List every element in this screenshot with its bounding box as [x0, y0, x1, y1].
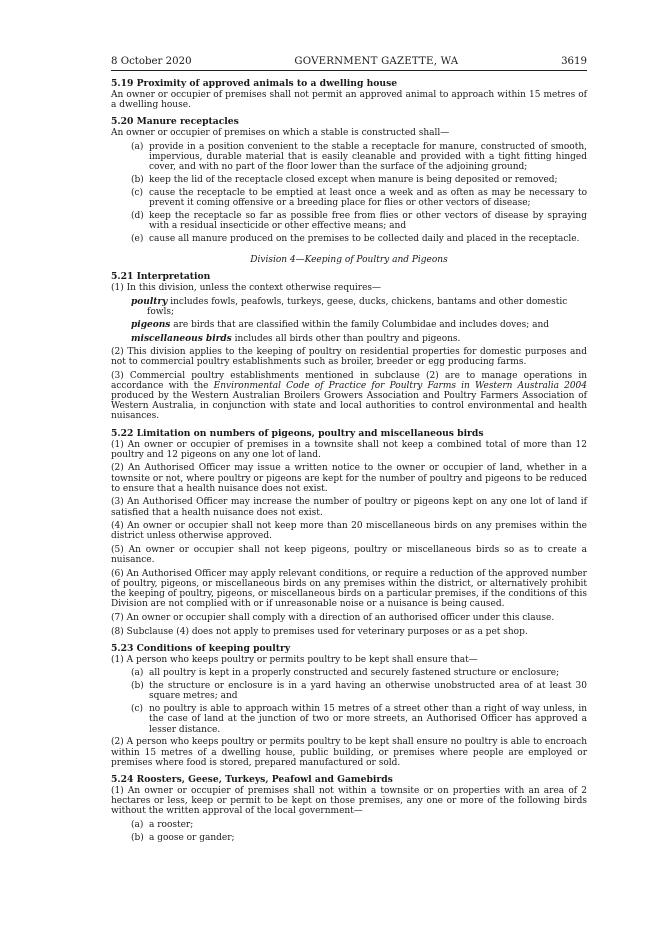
definition-miscellaneous-birds: miscellaneous birds includes all birds other than poultry and pigeons. — [131, 333, 461, 344]
paragraph-5-23-2: (2) A person who keeps poultry or permits poultry to be kept shall ensure no poultry is able to encroach within 15 metres of a dwelling house, public building, or premises where people are employed or premises where food is stored, prepared manufactured or sold. — [111, 737, 587, 768]
paragraph-5-22-6: (6) An Authorised Officer may apply relevant conditions, or require a reduction of the approved number of poultry, pigeons, or miscellaneous birds on any premises within the district, or alternatively prohibit the keeping of poultry, pigeons, or miscellaneous birds on a particular premises, if the conditions of this Division are not complied with or if unreasonable noise or a nuisance is being caused. — [111, 568, 587, 610]
paragraph-5-22-4: (4) An owner or occupier shall not keep more than 20 miscellaneous birds on any premises within the district unless otherwise approved. — [111, 521, 587, 542]
list-item: (b) a goose or gander; — [131, 832, 235, 843]
code-of-practice-title: Environmental Code of Practice for Poultry Farms in Western Australia 2004 — [213, 380, 588, 391]
paragraph-5-22-8: (8) Subclause (4) does not apply to premises used for veterinary purposes or as a pet shop. — [111, 626, 528, 637]
paragraph-5-22-3: (3) An Authorised Officer may increase the number of poultry or pigeons kept on any one lot of land if satisfied that a health nuisance does not exist. — [111, 497, 587, 518]
section-intro-5-23: (1) A person who keeps poultry or permits poultry to be kept shall ensure that— — [111, 654, 478, 665]
list-item: (b) keep the lid of the receptacle closed except when manure is being deposited or removed; — [131, 175, 558, 186]
list-item: (c) cause the receptacle to be emptied at least once a week and as often as may be necessary to prevent it coming offensive or a breeding place for flies or other vectors of disease; — [131, 188, 587, 209]
section-intro-5-20: An owner or occupier of premises on which a stable is constructed shall— — [111, 128, 450, 139]
paragraph-5-22-7: (7) An owner or occupier shall comply with a direction of an authorised officer under this clause. — [111, 613, 555, 624]
list-item: (a) a rooster; — [131, 820, 194, 831]
item-list-5-24 — [111, 820, 587, 843]
page-header — [111, 56, 587, 71]
paragraph-5-22-1: (1) An owner or occupier of premises in a townsite shall not keep a combined total of more than 12 poultry and 12 pigeons on any one lot of land. — [111, 439, 587, 460]
list-item: (a) all poultry is kept in a properly constructed and securely fastened structure or enclosure; — [131, 668, 560, 679]
section-heading-5-21: 5.21 Interpretation — [111, 271, 211, 283]
list-item: (c) no poultry is able to approach within 15 metres of a street other than a right of way unless, in the case of land at the junction of two or more streets, an Authorised Officer has approved a lesser distance. — [131, 704, 587, 735]
section-heading-5-22: 5.22 Limitation on numbers of pigeons, poultry and miscellaneous birds — [111, 427, 484, 439]
section-heading-5-20: 5.20 Manure receptacles — [111, 116, 239, 128]
list-item: (d) keep the receptacle so far as possible free from flies or other vectors of disease by spraying with a residual insecticide or other effective means; and — [131, 211, 587, 232]
section-heading-5-23: 5.23 Conditions of keeping poultry — [111, 642, 291, 654]
section-heading-5-24: 5.24 Roosters, Geese, Turkeys, Peafowl and Gamebirds — [111, 774, 393, 786]
header-date: 8 October 2020 — [111, 56, 192, 67]
definition-poultry: poultry includes fowls, peafowls, turkeys, geese, ducks, chickens, bantams and other domestic fowls; — [131, 297, 568, 318]
item-list-5-23 — [111, 668, 587, 734]
item-list-5-20 — [111, 142, 587, 244]
division-title: Division 4—Keeping of Poultry and Pigeons — [250, 255, 448, 266]
list-item: (a) provide in a position convenient to the stable a receptacle for manure, constructed of smooth, impervious, durable material that is easily cleanable and provided with a tight fitting hinged cover, and with no part of the floor lower than the surface of the adjoining ground; — [131, 142, 587, 173]
section-text-5-19: An owner or occupier of premises shall not permit an approved animal to approach within 15 metres of a dwelling house. — [111, 90, 587, 111]
section-intro-5-21: (1) In this division, unless the context otherwise requires— — [111, 283, 382, 294]
paragraph-5-22-2: (2) An Authorised Officer may issue a written notice to the owner or occupier of land, whether in a townsite or not, where poultry or pigeons are kept for the number of poultry and pigeons to be reduced to ensure that a health nuisance does not exist. — [111, 463, 587, 494]
paragraph-5-22-5: (5) An owner or occupier shall not keep pigeons, poultry or miscellaneous birds so as to create a nuisance. — [111, 545, 587, 566]
list-item: (b) the structure or enclosure is in a yard having an otherwise unobstructed area of at least 30 square metres; and — [131, 681, 587, 702]
definition-pigeons: pigeons are birds that are classified within the family Columbidae and includes doves; and — [131, 320, 550, 331]
list-item: (e) cause all manure produced on the premises to be collected daily and placed in the receptacle. — [131, 234, 580, 244]
section-heading-5-19: 5.19 Proximity of approved animals to a dwelling house — [111, 78, 398, 89]
paragraph-5-21-3: (3) Commercial poultry establishments mentioned in subclause (2) are to manage operations in accordance with the Environmental Code of Practice for Poultry Farms in Western Australia 2004 produced by the Western Australian Broilers Growers Association and Poultry Farmers Association of Western Australia, in conjunction with state and local authorities to control environmental and health nuisances. — [111, 370, 588, 422]
header-title: GOVERNMENT GAZETTE, WA — [294, 56, 459, 67]
header-page-number: 3619 — [561, 56, 587, 67]
paragraph-5-21-2: (2) This division applies to the keeping of poultry on residential properties for domestic purposes and not to commercial poultry establishments such as broiler, breeder or egg producing farms. — [111, 346, 587, 368]
gazette-page — [111, 56, 587, 846]
section-intro-5-24: (1) An owner or occupier of premises shall not within a townsite or on properties with an area of 2 hectares or less, keep or permit to be kept on those premises, any one or more of the following birds without the written approval of the local government— — [111, 786, 587, 817]
